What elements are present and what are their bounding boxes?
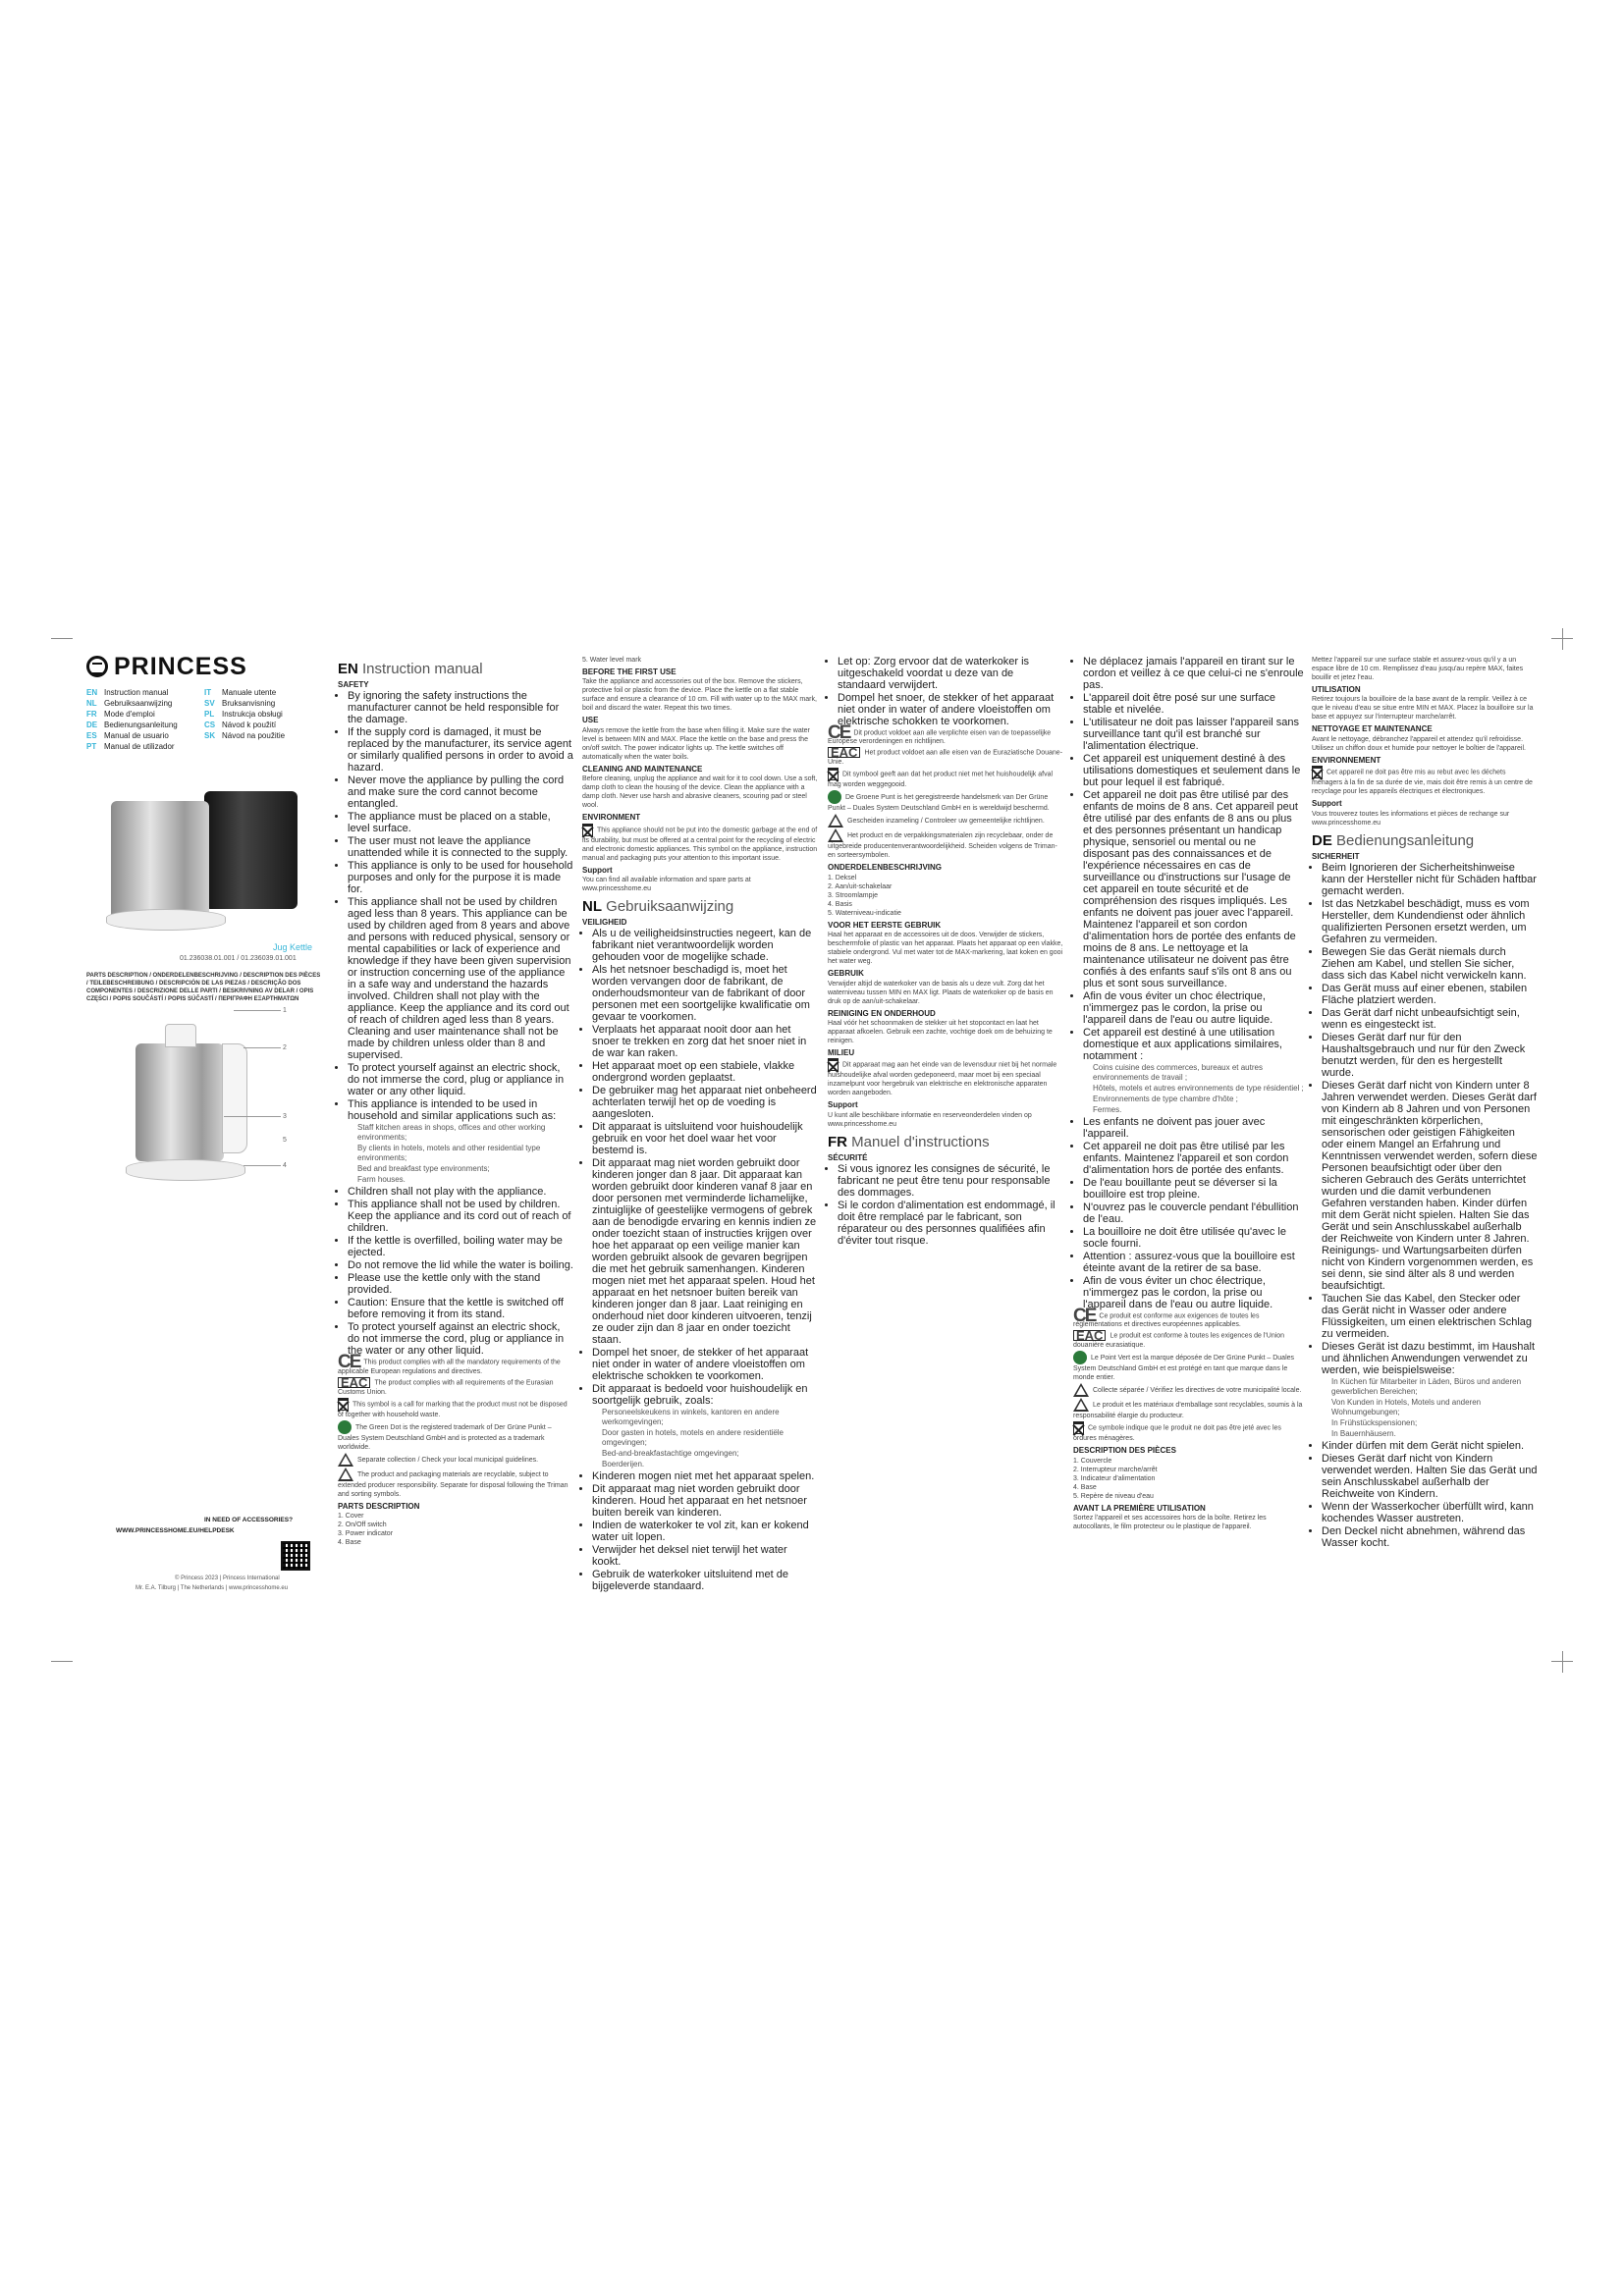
weee-note: Ce symbole indique que le produit ne doit pas être jeté avec les ordures ménagères. — [1073, 1421, 1304, 1443]
cleaning-text: Haal vóór het schoonmaken de stekker uit het stopcontact en laat het apparaat afkoelen. Gebruik een zachte, vochtige doek om de behuizing te reinigen. — [828, 1019, 1053, 1044]
list-item: • Ne déplacez jamais l'appareil en tirant sur le cordon et veillez à ce que celui-ci ne s'enroule pas. — [1083, 656, 1304, 691]
parts-item: 1. Cover — [338, 1513, 364, 1521]
before-first-use-text: Take the appliance and accessories out of the box. Remove the stickers, protective foil or plastic from the device. Place the kettle on a flat stable surface and ensure a clearance of 10 cm. Fill with water up to the MAX mark, boil and discard the water. Repeat this two times. — [582, 678, 817, 713]
list-item: Bed-and-breakfastachtige omgevingen; — [602, 1449, 739, 1459]
list-item: • De l'eau bouillante peut se déverser si la bouilloire est trop pleine. — [1083, 1177, 1304, 1201]
callout-3: 3 — [283, 1113, 287, 1120]
website-line: WWW.PRINCESSHOME.EU/HELPDESK — [116, 1527, 235, 1534]
list-item: • Das Gerät darf nicht unbeaufsichtigt sein, wenn es eingesteckt ist. — [1322, 1007, 1538, 1031]
recycle-icon — [828, 828, 843, 842]
parts-item: 3. Indicateur d'alimentation — [1073, 1474, 1156, 1482]
fr-de-column — [1312, 656, 1538, 1550]
eac-note: EAC The product complies with all requirements of the Eurasian Customs Union. — [338, 1374, 554, 1396]
list-item: • Ist das Netzkabel beschädigt, muss es vom Hersteller, dem Kundendienst oder ähnlich qualifizierten Personen ersetzt werden, um Gefahren zu vermeiden. — [1322, 898, 1538, 945]
list-item: • Dompel het snoer, de stekker of het apparaat niet onder in water of andere vloeistoffen om elektrische schokken te voorkomen. — [592, 1347, 818, 1382]
list-item: • L'appareil doit être posé sur une surface stable et nivelée. — [1083, 692, 1304, 716]
triman-icon — [828, 814, 843, 828]
crop-mark — [51, 638, 73, 639]
list-item: • This appliance shall not be used by children aged less than 8 years. This appliance can be used by children aged from 8 years and above and persons with reduced physical, sensory or mental capabilities or lack of experience and knowledge if they have been given supervision or instruction concerning use of the appliance in a safe way and understand the hazards involved. Children shall not play with the appliance. Keep the appliance and its cord out of reach of children aged less than 8 years. Cleaning and user maintenance shall not be made by children unless older than 8 and supervised. — [348, 896, 573, 1061]
use-heading: UTILISATION — [1312, 685, 1361, 694]
weee-bin-icon — [1073, 1421, 1084, 1434]
list-item: Bed and breakfast type environments; — [357, 1164, 490, 1174]
environment-heading: ENVIRONNEMENT — [1312, 755, 1381, 765]
before-first-use-text: Sortez l'appareil et ses accessoires hors de la boîte. Retirez les autocollants, le film protecteur ou le plastique de l'appareil. — [1073, 1515, 1267, 1531]
list-item: • Als u de veiligheidsinstructies negeert, kan de fabrikant niet verantwoordelijk worden gehouden voor de mogelijke schade. — [592, 928, 818, 963]
crown-icon — [86, 656, 108, 677]
recycling-note: Het product en de verpakkingsmaterialen zijn recyclebaar, onder de uitgebreide producentenverantwoordelijkheid. Scheiden volgens de Triman- en sorteersymbolen. — [828, 828, 1063, 860]
green-dot-note: Le Point Vert est la marque déposée de Der Grüne Punkt – Duales System Deutschland GmbH et est protégé en tant que marque dans le monde entier. — [1073, 1351, 1304, 1382]
list-item: • Cet appareil est uniquement destiné à des utilisations domestiques et seulement dans le but pour lequel il est fabriqué. — [1083, 753, 1304, 788]
list-item: • Kinderen mogen niet met het apparaat spelen. — [592, 1470, 818, 1482]
lang-pt: PT Manual de utilizador — [86, 742, 175, 751]
de-section-title: DE Bedienungsanleitung — [1312, 831, 1475, 849]
before-first-use-text: Mettez l'appareil sur une surface stable et assurez-vous qu'il y a un espace libre de 10 cm. Remplissez d'eau jusqu'au repère MAX, faites bouillir et jetez l'eau. — [1312, 657, 1524, 681]
fr-section-title: FR Manuel d'instructions — [828, 1133, 990, 1150]
brand-logo — [86, 652, 322, 680]
kettle-drawing — [135, 1043, 224, 1161]
support-heading: Support — [582, 865, 613, 875]
nl-safety-list — [582, 928, 818, 1592]
eac-note: EAC Het product voldoet aan alle eisen van de Euraziatische Douane-Unie. — [828, 745, 1063, 767]
parts-item: 5. Waterniveau-indicatie — [828, 909, 901, 917]
parts-item: 2. On/Off switch — [338, 1522, 387, 1529]
weee-bin-icon — [1312, 766, 1323, 778]
support-text: U kunt alle beschikbare informatie en reserveonderdelen vinden op www.princesshome.eu — [828, 1111, 1032, 1128]
lang-cs: CS Návod k použití — [204, 721, 277, 729]
callout-5: 5 — [283, 1137, 287, 1144]
green-dot-icon — [828, 790, 841, 804]
parts-item: 3. Stroomlampje — [828, 891, 878, 899]
triman-note: Gescheiden inzameling / Controleer uw gemeentelijke richtlijnen. — [828, 814, 1063, 828]
list-item: • Please use the kettle only with the stand provided. — [348, 1272, 573, 1296]
list-item: • Dit apparaat is uitsluitend voor huishoudelijk gebruik en voor het doel waar het voor bestemd is. — [592, 1121, 818, 1156]
use-text: Retirez toujours la bouilloire de la base avant de la remplir. Veillez à ce que le niveau d'eau se situe entre MIN et MAX. Placez la bouilloire sur la base et appuyez sur l'interrupteur marche/arrêt. — [1312, 696, 1534, 721]
weee-bin-icon — [582, 824, 593, 836]
list-item: Boerderijen. — [602, 1460, 645, 1469]
callout-line — [244, 1165, 281, 1166]
parts-item: 1. Deksel — [828, 874, 857, 881]
manual-sheet — [86, 652, 1538, 1641]
green-dot-note: De Groene Punt is het geregistreerde handelsmerk van Der Grüne Punkt – Duales System Deutschland GmbH en is wereldwijd beschermd. — [828, 790, 1063, 813]
crop-mark — [51, 1661, 73, 1662]
support-heading: Support — [1312, 799, 1342, 809]
before-first-use-heading: AVANT LA PREMIÈRE UTILISATION — [1073, 1503, 1206, 1513]
lang-sk: SK Návod na použitie — [204, 731, 286, 740]
list-item: Hôtels, motels et autres environnements de type résidentiel ; — [1093, 1084, 1304, 1093]
nl-safety-list-cont — [828, 656, 1063, 727]
callout-1: 1 — [283, 1007, 287, 1014]
eac-note: EAC Le produit est conforme à toutes les exigences de l'Union douanière eurasiatique. — [1073, 1328, 1285, 1350]
list-item: • Beim Ignorieren der Sicherheitshinweise kann der Hersteller nicht für Schäden haftbar gemacht werden. — [1322, 862, 1538, 897]
list-item: • This appliance is intended to be used in household and similar applications such as: — [348, 1098, 573, 1122]
list-item: • N'ouvrez pas le couvercle pendant l'ébullition de l'eau. — [1083, 1201, 1304, 1225]
list-item: • La bouilloire ne doit être utilisée qu'avec le socle fourni. — [1083, 1226, 1304, 1250]
list-item: • Bewegen Sie das Gerät niemals durch Ziehen am Kabel, und stellen Sie sicher, dass sich das Kabel nicht verwickeln kann. — [1322, 946, 1538, 982]
securite-heading: SÉCURITÉ — [828, 1152, 868, 1162]
accessories-line: IN NEED OF ACCESSORIES? — [204, 1517, 294, 1523]
green-dot-icon — [338, 1420, 352, 1434]
list-item: • Dieses Gerät ist dazu bestimmt, im Haushalt und ähnlichen Anwendungen verwendet zu werden, wie beispielsweise: — [1322, 1341, 1538, 1376]
safety-heading: SAFETY — [338, 680, 369, 689]
qr-code-icon — [281, 1541, 310, 1571]
list-item: • Dieses Gerät darf nicht von Kindern unter 8 Jahren verwendet werden. Dieses Gerät darf von Kindern ab 8 Jahren und von Personen mit eingeschränkten körperlichen, sensorischen oder geistigen Fähigkeiten oder einem Mangel an Erfahrung und Kenntnissen verwendet werden, sofern diese Personen beaufsichtigt oder über den sicheren Gebrauch des Geräts unterrichtet wurden und die damit verbundenen Gefahren verstanden haben. Kinder dürfen mit dem Gerät nicht spielen. Halten Sie das Gerät und sein Anschlusskabel außerhalb der Reichweite von Kindern unter 8 Jahren. Reinigungs- und Wartungsarbeiten dürfen nicht von Kindern vorgenommen werden, es sei denn, sie sind älter als 8 und werden beaufsichtigt. — [1322, 1080, 1538, 1292]
use-heading: GEBRUIK — [828, 969, 864, 979]
parts-item: 4. Base — [338, 1539, 361, 1547]
triman-note: Collecte séparée / Vérifiez les directives de votre municipalité locale. — [1073, 1383, 1304, 1397]
list-item: • Dieses Gerät darf nur für den Haushaltsgebrauch und nur für den Zweck benutzt werden, für den es hergestellt wurde. — [1322, 1032, 1538, 1079]
kettle-base — [106, 909, 226, 931]
lang-sv: SV Bruksanvisning — [204, 699, 276, 708]
list-item: • The user must not leave the appliance unattended while it is connected to the supply. — [348, 835, 573, 859]
address: Mr. E.A. Tilburg | The Netherlands | www.princesshome.eu — [135, 1585, 289, 1591]
language-list — [86, 687, 322, 752]
list-item: • Das Gerät muss auf einer ebenen, stabilen Fläche platziert werden. — [1322, 983, 1538, 1006]
triman-icon — [338, 1453, 353, 1467]
kettle-lid-drawing — [165, 1024, 196, 1047]
list-item: • Dompel het snoer, de stekker of het apparaat niet onder in water of andere vloeistoffen om elektrische schokken te voorkomen. — [838, 692, 1063, 727]
crop-mark — [1562, 628, 1563, 650]
environment-heading: ENVIRONMENT — [582, 813, 641, 823]
en-nl-column — [582, 656, 818, 1593]
use-heading: USE — [582, 716, 599, 725]
triman-note: Separate collection / Check your local municipal guidelines. — [338, 1453, 573, 1467]
recycle-icon — [1073, 1398, 1089, 1412]
list-item: • Verwijder het deksel niet terwijl het water kookt. — [592, 1544, 818, 1568]
parts-item: 2. Aan/uit-schakelaar — [828, 882, 893, 890]
nl-fr-column — [828, 656, 1063, 1248]
fr-column — [1073, 656, 1304, 1532]
list-item: • To protect yourself against an electric shock, do not immerse the cord, plug or appliance in the water or any other liquid. — [348, 1321, 573, 1357]
weee-note: This symbol is a call for marking that the product must not be disposed of together with household waste. — [338, 1398, 573, 1419]
lang-pl: PL Instrukcja obsługi — [204, 710, 283, 719]
list-item: • The appliance must be placed on a stable, level surface. — [348, 811, 573, 834]
ce-mark-icon: CE — [338, 1352, 360, 1373]
list-item: In Frühstückspensionen; — [1331, 1418, 1418, 1428]
parts-item: 5. Water level mark — [582, 657, 642, 664]
sicherheit-heading: SICHERHEIT — [1312, 851, 1360, 861]
list-item: Door gasten in hotels, motels en andere residentiële omgevingen; — [602, 1428, 784, 1448]
cleaning-heading: CLEANING AND MAINTENANCE — [582, 764, 703, 774]
en-column — [338, 656, 573, 1547]
base-drawing — [126, 1159, 245, 1181]
list-item: Coins cuisine des commerces, bureaux et autres environnements de travail ; — [1093, 1063, 1263, 1082]
list-item: • Den Deckel nicht abnehmen, während das Wasser kocht. — [1322, 1525, 1538, 1549]
list-item: • If the supply cord is damaged, it must be replaced by the manufacturer, its service agent or similarly qualified persons in order to avoid a hazard. — [348, 726, 573, 774]
list-item: • Let op: Zorg ervoor dat de waterkoker is uitgeschakeld voordat u deze van de standaard verwijdert. — [838, 656, 1063, 691]
list-item: • L'utilisateur ne doit pas laisser l'appareil sans surveillance tant qu'il est branché sur l'alimentation électrique. — [1083, 717, 1304, 752]
recycling-note: Le produit et les matériaux d'emballage sont recyclables, soumis à la responsabilité élargie du producteur. — [1073, 1398, 1304, 1420]
kettle-handle-drawing — [222, 1043, 247, 1153]
lang-fr: FR Mode d'emploi — [86, 710, 155, 719]
nl-section-title: NL Gebruiksaanwijzing — [582, 898, 734, 916]
use-text: Verwijder altijd de waterkoker van de basis als u deze vult. Zorg dat het waterniveau tussen MIN en MAX ligt. Plaats de waterkoker op de basis en druk op de aan/uit-schakelaar. — [828, 980, 1054, 1005]
cleaning-heading: NETTOYAGE ET MAINTENANCE — [1312, 724, 1433, 734]
list-item: • Dit apparaat is bedoeld voor huishoudelijk en soortgelijk gebruik, zoals: — [592, 1383, 818, 1407]
list-item: • Verplaats het apparaat nooit door aan het snoer te trekken en zorg dat het snoer niet in de war kan raken. — [592, 1024, 818, 1059]
use-text: Always remove the kettle from the base when filling it. Make sure the water level is between MIN and MAX. Place the kettle on the base and press the on/off switch. The power indicator lights up. The kettle switches off automatically when the water boils. — [582, 726, 810, 761]
list-item: • Si le cordon d'alimentation est endommagé, il doit être remplacé par le fabricant, son réparateur ou des personnes qualifiées afin d'éviter tout risque. — [838, 1200, 1063, 1247]
ce-mark-icon: CE — [828, 722, 850, 743]
list-item: • Wenn der Wasserkocher überfüllt wird, kann kochendes Wasser austreten. — [1322, 1501, 1538, 1524]
list-item: • Les enfants ne doivent pas jouer avec l'appareil. — [1083, 1116, 1304, 1140]
callout-line — [234, 1010, 281, 1011]
weee-bin-icon — [338, 1398, 349, 1411]
support-text: You can find all available information and spare parts at www.princesshome.eu — [582, 877, 751, 893]
list-item: • Tauchen Sie das Kabel, den Stecker oder das Gerät nicht in Wasser oder andere Flüssigkeiten, um einen elektrischen Schlag zu vermeiden. — [1322, 1293, 1538, 1340]
list-item: • Het apparaat moet op een stabiele, vlakke ondergrond worden geplaatst. — [592, 1060, 818, 1084]
cover-column — [86, 652, 322, 1591]
green-dot-note: The Green Dot is the registered trademark of Der Grüne Punkt – Duales System Deutschland GmbH and is protected as a trademark worldwide. — [338, 1420, 573, 1452]
ce-note: CE Dit product voldoet aan alle verplichte eisen van de toepasselijke Europese verordeningen en richtlijnen. — [828, 722, 1052, 746]
support-text: Vous trouverez toutes les informations et pièces de rechange sur www.princesshome.eu — [1312, 810, 1510, 827]
list-item: • Cet appareil ne doit pas être utilisé par des enfants de moins de 8 ans. Cet appareil peut être utilisé par des enfants de 8 ans ou plus et des personnes présentant un handicap physique, sensoriel ou mental ou ne disposant pas des connaissances et de l'expérience nécessaires en cas de surveillance ou d'instructions sur l'usage de cet appareil en toute sécurité et de compréhension des risques impliqués. Les enfants ne doivent pas jouer avec l'appareil. Maintenez l'appareil et son cordon d'alimentation hors de portée des enfants de moins de 8 ans. Le nettoyage et la maintenance utilisateur ne doivent pas être confiés à des enfants sauf s'ils ont 8 ans ou plus et sont sous surveillance. — [1083, 789, 1304, 989]
weee-note: Dit symbool geeft aan dat het product niet met het huishoudelijk afval mag worden weggegooid. — [828, 768, 1063, 789]
list-item: • Als het netsnoer beschadigd is, moet het worden vervangen door de fabrikant, de onderhoudsmonteur van de fabrikant of door personen met een soortgelijke kwalificatie om gevaar te voorkomen. — [592, 964, 818, 1023]
list-item: • Never move the appliance by pulling the cord and make sure the cord cannot become entangled. — [348, 774, 573, 810]
environment-heading: MILIEU — [828, 1047, 855, 1057]
parts-heading: DESCRIPTION DES PIÈCES — [1073, 1446, 1176, 1456]
lang-de: DE Bedienungsanleitung — [86, 721, 178, 729]
veiligheid-heading: VEILIGHEID — [582, 918, 627, 928]
ce-mark-icon: CE — [1073, 1306, 1096, 1326]
list-item: • Dit apparaat mag niet worden gebruikt door kinderen. Houd het apparaat en het netsnoer buiten bereik van kinderen. — [592, 1483, 818, 1519]
list-item: Environnements de type chambre d'hôte ; — [1093, 1095, 1238, 1103]
list-item: In Bauernhäusern. — [1331, 1429, 1396, 1439]
list-item: • By ignoring the safety instructions the manufacturer cannot be held responsible for the damage. — [348, 690, 573, 725]
list-item: • Attention : assurez-vous que la bouilloire est éteinte avant de la retirer de sa base. — [1083, 1251, 1304, 1274]
list-item: Personeelskeukens in winkels, kantoren en andere werkomgevingen; — [602, 1408, 780, 1427]
cleaning-text: Before cleaning, unplug the appliance and wait for it to cool down. Use a soft, damp cloth to clean the housing of the device. Clean the appliance with a damp cloth. Never use harsh and abrasive cleaners, scouring pad or steel wool. — [582, 775, 818, 810]
brand-name: PRINCESS — [114, 652, 247, 680]
black-kettle — [204, 791, 298, 909]
before-first-use-heading: VOOR HET EERSTE GEBRUIK — [828, 920, 942, 930]
list-item: • This appliance shall not be used by children. Keep the appliance and its cord out of reach of children. — [348, 1199, 573, 1234]
parts-item: 5. Repère de niveau d'eau — [1073, 1492, 1154, 1500]
lang-it: IT Manuale utente — [204, 688, 277, 697]
list-item: • Cet appareil est destiné à une utilisation domestique et aux applications similaires, notamment : — [1083, 1027, 1304, 1062]
triman-icon — [1073, 1383, 1089, 1397]
eac-mark-icon: EAC — [1073, 1330, 1106, 1341]
product-photo — [96, 772, 317, 934]
list-item: Von Kunden in Hotels, Motels und anderen Wohnumgebungen; — [1331, 1398, 1482, 1417]
list-item: • Dieses Gerät darf nicht von Kindern verwendet werden. Halten Sie das Gerät und sein Anschlusskabel außerhalb der Reichweite von Kindern. — [1322, 1453, 1538, 1500]
list-item: • If the kettle is overfilled, boiling water may be ejected. — [348, 1235, 573, 1258]
copyright: © Princess 2023 | Princess International — [175, 1575, 280, 1581]
list-item: Farm houses. — [357, 1175, 406, 1185]
parts-drawing — [126, 1004, 322, 1210]
weee-bin-icon — [828, 1058, 839, 1071]
parts-item: 2. Interrupteur marche/arrêt — [1073, 1466, 1158, 1473]
de-safety-list — [1312, 862, 1538, 1549]
environment-text: This appliance should not be put into the domestic garbage at the end of its durability, but must be offered at a central point for the recycling of electric and electronic domestic appliances. This symbol on the appliance, instruction manual and packaging puts your attention to this important issue. — [582, 824, 818, 863]
list-item: • To protect yourself against an electric shock, do not immerse the cord, plug or appliance in water or any other liquid. — [348, 1062, 573, 1097]
list-item: • Afin de vous éviter un choc électrique, n'immergez pas le cordon, la prise ou l'appareil dans de l'eau ou autre liquide. — [1083, 1275, 1304, 1310]
parts-heading: PARTS DESCRIPTION / ONDERDELENBESCHRIJVING / DESCRIPTION DES PIÈCES / TEILEBESCHREIBUNG / DESCRIPCIÓN DE LAS PIEZAS / DESCRIÇÃO DOS COMPONENTES / DESCRIZIONE DELLE PARTI / BESKRIVNING AV DELAR / OPIS CZĘŚCI / POPIS SOUČÁSTÍ / POPIS SÚČASTÍ / ΠΕΡΙΓΡΑΦΗ ΕΞΑΡΤΗΜΑΤΩΝ — [86, 973, 321, 1002]
callout-4: 4 — [283, 1162, 287, 1169]
steel-kettle — [111, 801, 209, 919]
list-item: • Gebruik de waterkoker uitsluitend met de bijgeleverde standaard. — [592, 1569, 818, 1592]
parts-item: 3. Power indicator — [338, 1530, 394, 1538]
list-item: • Kinder dürfen mit dem Gerät nicht spielen. — [1322, 1440, 1538, 1452]
list-item: • This appliance is only to be used for household purposes and only for the purpose it is made for. — [348, 860, 573, 895]
list-item: • De gebruiker mag het apparaat niet onbeheerd achterlaten terwijl het op de voeding is aangesloten. — [592, 1085, 818, 1120]
list-item: • Afin de vous éviter un choc électrique, n'immergez pas le cordon, la prise ou l'appareil dans de l'eau ou autre liquide. — [1083, 990, 1304, 1026]
green-dot-icon — [1073, 1351, 1087, 1364]
recycling-note: The product and packaging materials are recyclable, subject to extended producer responsibility. Separate for disposal following the Triman and sorting symbols. — [338, 1468, 573, 1499]
parts-heading: ONDERDELENBESCHRIJVING — [828, 863, 943, 873]
recycle-icon — [338, 1468, 353, 1481]
before-first-use-heading: BEFORE THE FIRST USE — [582, 667, 677, 676]
parts-label: PARTS DESCRIPTION — [338, 1501, 420, 1511]
fr-safety-list — [828, 1163, 1063, 1247]
callout-line — [224, 1116, 281, 1117]
parts-item: 1. Couvercle — [1073, 1457, 1112, 1465]
list-item: By clients in hotels, motels and other residential type environments; — [357, 1144, 541, 1163]
environment-text: Dit apparaat mag aan het einde van de levensduur niet bij het normale huishoudelijke afval worden gedeponeerd, maar moet bij een speciaal inzamelpunt voor hergebruik van elektrische en elektronische apparaten worden aangeboden. — [828, 1058, 1063, 1097]
list-item: • Do not remove the lid while the water is boiling. — [348, 1259, 573, 1271]
list-item: • Dit apparaat mag niet worden gebruikt door kinderen jonger dan 8 jaar. Dit apparaat kan worden gebruikt door kinderen vanaf 8 jaar en door personen met verminderde lichamelijke, zintuiglijke of geestelijke vermogens of gebrek aan de benodigde ervaring en kennis indien ze onder toezicht staan of instructies krijgen over hoe het apparaat op een veilige manier kan worden gebruikt alsook de gevaren begrijpen die met het gebruik samenhangen. Kinderen mogen niet met het apparaat spelen. Houd het apparaat en het netsnoer buiten bereik van kinderen jonger dan 8 jaar. Laat reiniging en onderhoud niet door kinderen uitvoeren, tenzij ze ouder zijn dan 8 jaar en onder toezicht staan. — [592, 1157, 818, 1346]
support-heading: Support — [828, 1100, 858, 1110]
lang-nl: NL Gebruiksaanwijzing — [86, 699, 173, 708]
parts-item: 4. Basis — [828, 900, 852, 908]
cleaning-text: Avant le nettoyage, débranchez l'appareil et attendez qu'il refroidisse. Utilisez un chiffon doux et humide pour nettoyer le boîtier de l'appareil. — [1312, 735, 1526, 752]
model-numbers: 01.236038.01.001 / 01.236039.01.001 — [180, 955, 297, 962]
ce-note: CE This product complies with all the mandatory requirements of the applicable European regulations and directives. — [338, 1352, 561, 1375]
eac-mark-icon: EAC — [338, 1377, 370, 1388]
en-safety-list — [338, 690, 573, 1357]
en-section-title: EN Instruction manual — [338, 661, 483, 677]
list-item: • Children shall not play with the appliance. — [348, 1186, 573, 1198]
list-item: Fermes. — [1093, 1105, 1122, 1114]
eac-mark-icon: EAC — [828, 747, 860, 758]
list-item: In Küchen für Mitarbeiter in Läden, Büros und anderen gewerblichen Bereichen; — [1331, 1377, 1522, 1397]
lang-en: EN Instruction manual — [86, 688, 169, 697]
callout-line — [244, 1047, 281, 1048]
list-item: • Indien de waterkoker te vol zit, kan er kokend water uit lopen. — [592, 1520, 818, 1543]
ce-note: CE Ce produit est conforme aux exigences de toutes les réglementations et directives européennes applicables. — [1073, 1306, 1260, 1329]
fr-safety-list-cont — [1073, 656, 1304, 1310]
list-item: • Caution: Ensure that the kettle is switched off before removing it from its stand. — [348, 1297, 573, 1320]
parts-item: 4. Base — [1073, 1483, 1097, 1491]
crop-mark — [1562, 1651, 1563, 1673]
product-name: Jug Kettle — [273, 942, 313, 952]
list-item: Staff kitchen areas in shops, offices and other working environments; — [357, 1123, 546, 1143]
weee-bin-icon — [828, 768, 839, 780]
list-item: • Cet appareil ne doit pas être utilisé par les enfants. Maintenez l'appareil et son cordon d'alimentation hors de portée des enfants. — [1083, 1141, 1304, 1176]
lang-es: ES Manual de usuario — [86, 731, 169, 740]
cleaning-heading: REINIGING EN ONDERHOUD — [828, 1008, 936, 1018]
callout-2: 2 — [283, 1044, 287, 1051]
list-item: • Si vous ignorez les consignes de sécurité, le fabricant ne peut être tenu pour responsable des dommages. — [838, 1163, 1063, 1199]
before-first-use-text: Haal het apparaat en de accessoires uit de doos. Verwijder de stickers, beschermfolie of plastic van het apparaat. Plaats het apparaat op een vlakke, stabiele ondergrond. Vul met water tot de MAX-markering, laat koken en gooi het water weg. — [828, 932, 1063, 966]
environment-text: Cet appareil ne doit pas être mis au rebut avec les déchets ménagers à la fin de sa durée de vie, mais doit être remis à un centre de recyclage pour les appareils électriques et électroniques. — [1312, 766, 1538, 796]
